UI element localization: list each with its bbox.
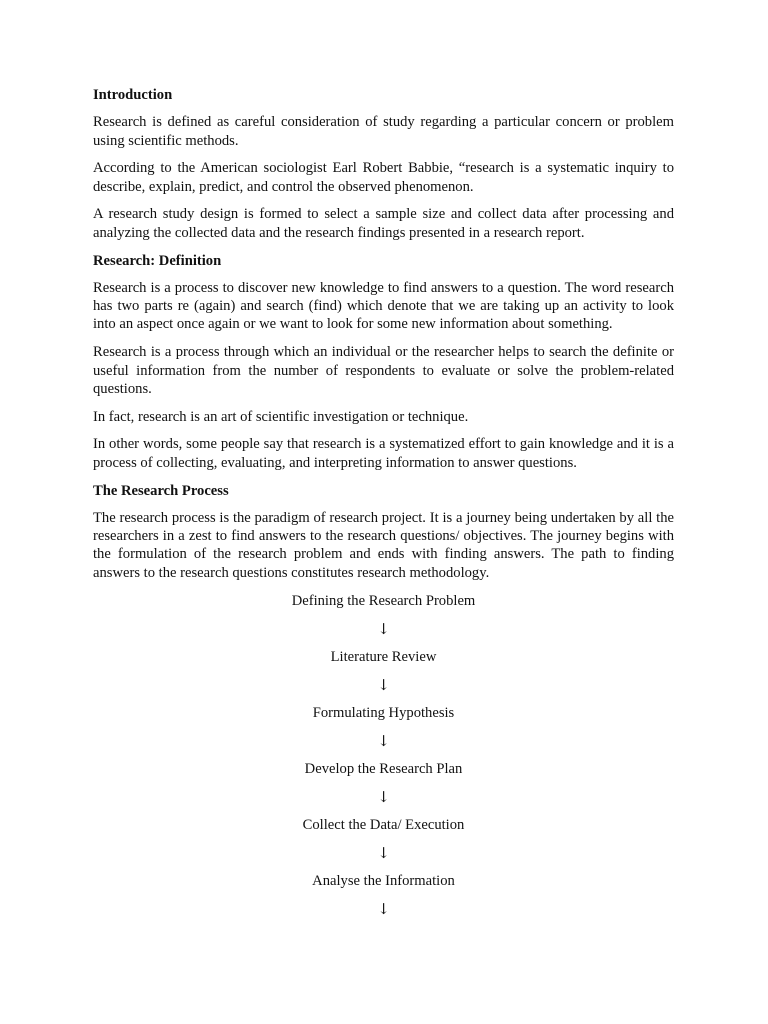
down-arrow-icon: ↓ bbox=[377, 731, 390, 750]
section-heading-process: The Research Process bbox=[93, 482, 229, 499]
intro-paragraph-2: According to the American sociologist Earl Robert Babbie, “research is a systematic inquiry to describe, explain, predict, and control the observed phenomenon. bbox=[93, 160, 674, 195]
intro-paragraph-1: Research is defined as careful consideration of study regarding a particular concern or problem using scientific methods. bbox=[93, 114, 674, 149]
process-paragraph-1: The research process is the paradigm of research project. It is a journey being undertaken by all the researchers in a zest to find answers to the research questions/ objectives. The journey begins with the formulation of the research problem and ends with finding answers. The path to finding answers to the research questions constitutes research methodology. bbox=[93, 509, 674, 581]
down-arrow-icon: ↓ bbox=[377, 787, 390, 806]
down-arrow-icon: ↓ bbox=[377, 899, 390, 918]
definition-paragraph-1: Research is a process to discover new knowledge to find answers to a question. The word research has two parts re (again) and search (find) which denote that we are taking up an activity to look into an aspect once again or we want to look for some new information about something. bbox=[93, 279, 674, 333]
down-arrow-icon: ↓ bbox=[377, 619, 390, 638]
down-arrow-icon: ↓ bbox=[377, 843, 390, 862]
down-arrow-icon: ↓ bbox=[377, 675, 390, 694]
flow-step-defining-problem: Defining the Research Problem bbox=[291, 592, 476, 609]
flow-step-research-plan: Develop the Research Plan bbox=[304, 760, 463, 777]
flow-step-analyse-information: Analyse the Information bbox=[312, 872, 455, 889]
flow-step-formulating-hypothesis: Formulating Hypothesis bbox=[312, 704, 455, 721]
document-page bbox=[93, 86, 674, 928]
definition-paragraph-4: In other words, some people say that research is a systematized effort to gain knowledge and it is a process of collecting, evaluating, and interpreting information to answer questions. bbox=[93, 436, 674, 471]
definition-paragraph-3: In fact, research is an art of scientific investigation or technique. bbox=[93, 408, 469, 425]
research-process-flowchart bbox=[93, 592, 674, 928]
definition-paragraph-2: Research is a process through which an individual or the researcher helps to search the definite or useful information from the number of respondents to evaluate or solve the problem-related questions. bbox=[93, 344, 674, 397]
flow-step-literature-review: Literature Review bbox=[330, 648, 437, 665]
section-heading-introduction: Introduction bbox=[93, 87, 173, 103]
intro-paragraph-3: A research study design is formed to select a sample size and collect data after processing and analyzing the collected data and the research findings presented in a research report. bbox=[93, 206, 674, 241]
section-heading-definition: Research: Definition bbox=[93, 252, 222, 269]
flow-step-collect-data: Collect the Data/ Execution bbox=[302, 816, 465, 833]
